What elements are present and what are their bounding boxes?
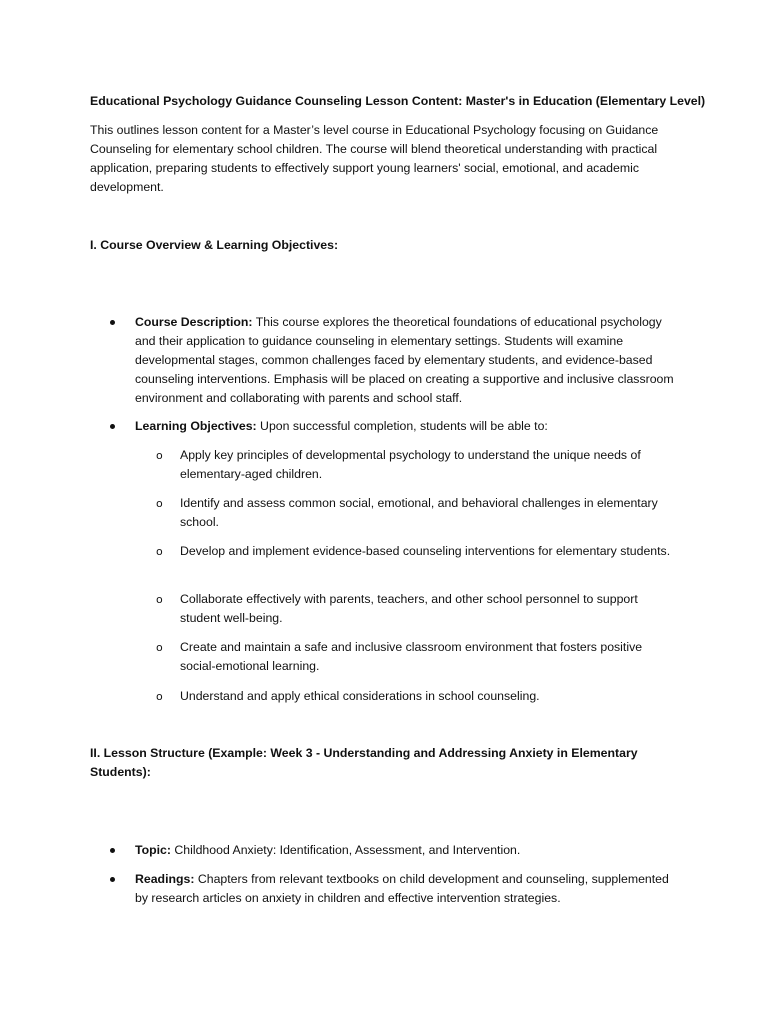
section-heading-course-overview: I. Course Overview & Learning Objectives: xyxy=(90,238,339,252)
objective-item xyxy=(156,687,680,706)
bullet-text: Upon successful completion, students will be able to: xyxy=(256,419,548,433)
bullet-text: Chapters from relevant textbooks on child development and counseling, supplemented by research articles on anxiety in children and effective intervention strategies. xyxy=(135,872,669,905)
objective-text: Collaborate effectively with parents, teachers, and other school personnel to support student well-being. xyxy=(180,592,638,625)
bullet-label: Course Description: xyxy=(135,315,253,329)
bullet-text: Childhood Anxiety: Identification, Assessment, and Intervention. xyxy=(170,843,521,857)
bullet-label: Readings: xyxy=(135,872,195,886)
objective-text: Identify and assess common social, emotional, and behavioral challenges in elementary school. xyxy=(180,496,658,529)
bullet-course-description xyxy=(135,313,680,408)
bullet-dot-icon xyxy=(110,320,115,325)
bullet-learning-objectives xyxy=(135,417,680,436)
objective-text: Develop and implement evidence-based counseling interventions for elementary students. xyxy=(180,544,671,558)
circle-bullet-icon: o xyxy=(156,641,163,654)
intro-paragraph: This outlines lesson content for a Master’s level course in Educational Psychology focusing on Guidance Counseling for elementary school children. The course will blend theoretical understanding with practical application, preparing students to effectively support young learners' social, emotional, and academic development. xyxy=(90,123,659,194)
objective-text: Understand and apply ethical considerations in school counseling. xyxy=(180,689,540,703)
objective-text: Apply key principles of developmental psychology to understand the unique needs of elementary-aged children. xyxy=(180,448,641,481)
bullet-label: Topic: xyxy=(135,843,171,857)
objective-item xyxy=(156,638,680,676)
bullet-dot-icon xyxy=(110,424,115,429)
circle-bullet-icon: o xyxy=(156,449,163,462)
bullet-text: This course explores the theoretical foundations of educational psychology and their application to guidance counseling in elementary settings. Students will examine developmental stages, common challenges faced by elementary students, and evidence-based counseling interventions. Emphasis will be placed on creating a supportive and inclusive classroom environment and collaborating with parents and school staff. xyxy=(135,315,674,405)
objective-text: Create and maintain a safe and inclusive classroom environment that fosters positive social-emotional learning. xyxy=(180,640,643,673)
bullet-readings xyxy=(135,870,680,908)
bullet-topic xyxy=(135,841,680,860)
objective-item xyxy=(156,542,680,561)
objective-item xyxy=(156,590,680,628)
bullet-dot-icon xyxy=(110,848,115,853)
section-heading-lesson-structure: II. Lesson Structure (Example: Week 3 - Understanding and Addressing Anxiety in Elementary Students): xyxy=(90,746,638,779)
circle-bullet-icon: o xyxy=(156,593,163,606)
circle-bullet-icon: o xyxy=(156,545,163,558)
objective-item xyxy=(156,494,680,532)
objective-item xyxy=(156,446,680,484)
bullet-label: Learning Objectives: xyxy=(135,419,257,433)
circle-bullet-icon: o xyxy=(156,690,163,703)
circle-bullet-icon: o xyxy=(156,497,163,510)
bullet-dot-icon xyxy=(110,877,115,882)
document-title: Educational Psychology Guidance Counseling Lesson Content: Master's in Education (Elementary Level) xyxy=(90,94,706,108)
